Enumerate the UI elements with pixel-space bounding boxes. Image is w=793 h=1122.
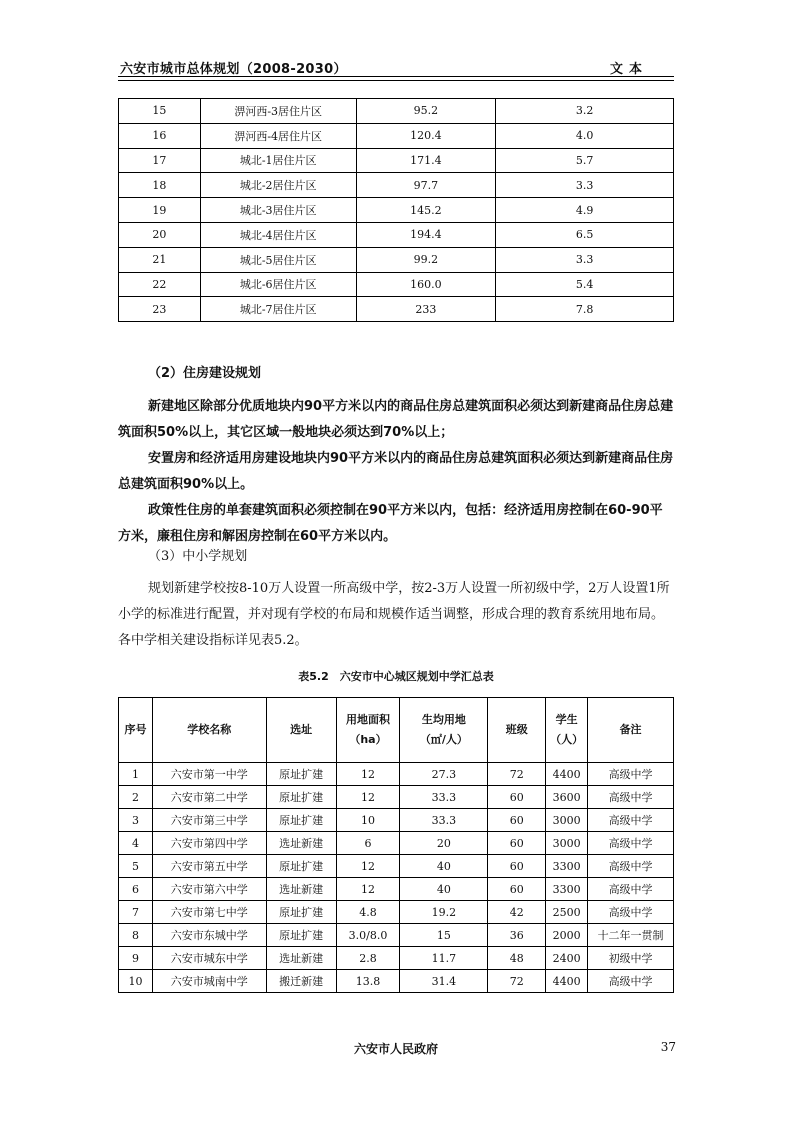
table-cell: 19.2: [400, 901, 488, 924]
col-header-students: 学生 （人）: [546, 698, 588, 763]
table-cell: 六安市第二中学: [152, 786, 266, 809]
table-cell: 3600: [546, 786, 588, 809]
schools-paragraph: 规划新建学校按8-10万人设置一所高级中学，按2-3万人设置一所初级中学，2万人设置1所小学的标准进行配置，并对现有学校的布局和规模作适当调整，形成合理的教育系统用地布局。各中学相关建设指标详见表5.2。: [118, 581, 670, 648]
table-row: [119, 832, 674, 855]
col-header-no: 序号: [119, 698, 153, 763]
table-cell: 3.0/8.0: [336, 924, 400, 947]
table-cell: 19: [119, 198, 201, 223]
table-cell: 3300: [546, 878, 588, 901]
table-cell: 六安市城东中学: [152, 947, 266, 970]
table-cell: 城北-7居住片区: [200, 297, 356, 322]
table-cell: 3.2: [496, 99, 674, 124]
table-cell: 六安市第四中学: [152, 832, 266, 855]
table-cell: 1: [119, 763, 153, 786]
table-cell: 城北-4居住片区: [200, 222, 356, 247]
table-cell: 城北-1居住片区: [200, 148, 356, 173]
table-cell: 4.8: [336, 901, 400, 924]
table-cell: 选址新建: [266, 878, 336, 901]
table-cell: 3000: [546, 809, 588, 832]
page-header: [118, 56, 674, 78]
table-cell: 13.8: [336, 970, 400, 993]
col-header-area: 用地面积 （ha）: [336, 698, 400, 763]
table-cell: 六安市东城中学: [152, 924, 266, 947]
table-cell: 2: [119, 786, 153, 809]
header-section-label: 文本: [609, 62, 648, 77]
table-row: [119, 198, 674, 223]
table-cell: 60: [488, 786, 546, 809]
table-cell: 5.4: [496, 272, 674, 297]
table-cell: 2400: [546, 947, 588, 970]
table-cell: 3.3: [496, 173, 674, 198]
table-cell: 高级中学: [588, 855, 674, 878]
header-rule-thin: [118, 80, 674, 81]
table-row: [119, 297, 674, 322]
table-cell: 5: [119, 855, 153, 878]
table-cell: 2.8: [336, 947, 400, 970]
table-cell: 10: [119, 970, 153, 993]
table-row: [119, 970, 674, 993]
table-row: [119, 123, 674, 148]
col-header-name: 学校名称: [152, 698, 266, 763]
table-cell: 40: [400, 855, 488, 878]
table-cell: 城北-5居住片区: [200, 247, 356, 272]
table-caption: 表5.2 六安市中心城区规划中学汇总表: [298, 670, 494, 683]
table-cell: 12: [336, 878, 400, 901]
table-cell: 六安市第五中学: [152, 855, 266, 878]
table-cell: 20: [119, 222, 201, 247]
table-cell: 120.4: [356, 123, 496, 148]
table-cell: 城北-3居住片区: [200, 198, 356, 223]
table-cell: 72: [488, 970, 546, 993]
schools-paragraph-block: [118, 576, 674, 654]
table-cell: 4.0: [496, 123, 674, 148]
table-row: [119, 855, 674, 878]
table-cell: 5.7: [496, 148, 674, 173]
table-cell: 初级中学: [588, 947, 674, 970]
table-cell: 60: [488, 855, 546, 878]
table-cell: 160.0: [356, 272, 496, 297]
table-cell: 72: [488, 763, 546, 786]
table-cell: 16: [119, 123, 201, 148]
table-header-row: [119, 698, 674, 763]
table-cell: 3300: [546, 855, 588, 878]
table-cell: 6.5: [496, 222, 674, 247]
table-cell: 原址扩建: [266, 809, 336, 832]
table-row: [119, 924, 674, 947]
table-cell: 7: [119, 901, 153, 924]
table-row: [119, 763, 674, 786]
table-cell: 95.2: [356, 99, 496, 124]
middle-school-table: [118, 697, 674, 993]
table-cell: 原址扩建: [266, 763, 336, 786]
table-cell: 12: [336, 855, 400, 878]
table-cell: 六安市第一中学: [152, 763, 266, 786]
table-row: [119, 173, 674, 198]
table-cell: 31.4: [400, 970, 488, 993]
table-cell: 高级中学: [588, 763, 674, 786]
table-cell: 12: [336, 786, 400, 809]
table-row: [119, 148, 674, 173]
housing-paragraph-2: 安置房和经济适用房建设地块内90平方米以内的商品住房总建筑面积必须达到新建商品住房总建筑面积90%以上。: [118, 451, 674, 492]
table-cell: 11.7: [400, 947, 488, 970]
table-cell: 六安市第三中学: [152, 809, 266, 832]
table-cell: 171.4: [356, 148, 496, 173]
table-cell: 21: [119, 247, 201, 272]
table-cell: 20: [400, 832, 488, 855]
table-cell: 6: [119, 878, 153, 901]
section-heading-housing: （2）住房建设规划: [148, 366, 262, 381]
table-row: [119, 809, 674, 832]
table-cell: 2000: [546, 924, 588, 947]
section-heading-schools: （3）中小学规划: [148, 549, 248, 564]
housing-paragraphs: [118, 394, 674, 550]
table-cell: 60: [488, 832, 546, 855]
table-cell: 33.3: [400, 786, 488, 809]
table-cell: 高级中学: [588, 786, 674, 809]
table-cell: 40: [400, 878, 488, 901]
table-row: [119, 901, 674, 924]
table-cell: 33.3: [400, 809, 488, 832]
table-cell: 145.2: [356, 198, 496, 223]
table-cell: 9: [119, 947, 153, 970]
table-cell: 7.8: [496, 297, 674, 322]
table-cell: 27.3: [400, 763, 488, 786]
page-number: 37: [660, 1040, 676, 1054]
table-row: [119, 786, 674, 809]
page-footer: [118, 1040, 674, 1060]
table-cell: 六安市第六中学: [152, 878, 266, 901]
table-cell: 原址扩建: [266, 901, 336, 924]
table-cell: 高级中学: [588, 970, 674, 993]
table-cell: 23: [119, 297, 201, 322]
table-cell: 97.7: [356, 173, 496, 198]
col-header-site: 选址: [266, 698, 336, 763]
table-cell: 4400: [546, 763, 588, 786]
table-cell: 3000: [546, 832, 588, 855]
table-cell: 18: [119, 173, 201, 198]
table-cell: 194.4: [356, 222, 496, 247]
table-cell: 17: [119, 148, 201, 173]
header-rule-thick: [118, 76, 674, 77]
table-cell: 60: [488, 809, 546, 832]
table-cell: 城北-2居住片区: [200, 173, 356, 198]
table-cell: 4: [119, 832, 153, 855]
col-header-remark: 备注: [588, 698, 674, 763]
table-cell: 8: [119, 924, 153, 947]
table-cell: 选址新建: [266, 947, 336, 970]
table-cell: 3: [119, 809, 153, 832]
housing-paragraph-3: 政策性住房的单套建筑面积必须控制在90平方米以内，包括：经济适用房控制在60-90平方米，廉租住房和解困房控制在60平方米以内。: [118, 503, 663, 544]
table-cell: 搬迁新建: [266, 970, 336, 993]
table-cell: 六安市第七中学: [152, 901, 266, 924]
table-cell: 原址扩建: [266, 786, 336, 809]
table-cell: 60: [488, 878, 546, 901]
table-cell: 15: [119, 99, 201, 124]
table-cell: 选址新建: [266, 832, 336, 855]
table-cell: 99.2: [356, 247, 496, 272]
housing-paragraph-1: 新建地区除部分优质地块内90平方米以内的商品住房总建筑面积必须达到新建商品住房总建筑面积50%以上，其它区域一般地块必须达到70%以上；: [118, 399, 674, 440]
table-cell: 15: [400, 924, 488, 947]
table-cell: 3.3: [496, 247, 674, 272]
table-cell: 10: [336, 809, 400, 832]
table-cell: 高级中学: [588, 832, 674, 855]
table-row: [119, 247, 674, 272]
table-cell: 42: [488, 901, 546, 924]
table-cell: 12: [336, 763, 400, 786]
table-cell: 高级中学: [588, 809, 674, 832]
table-row: [119, 947, 674, 970]
document-title: 六安市城市总体规划（2008-2030）: [120, 62, 347, 77]
table-cell: 高级中学: [588, 878, 674, 901]
table-cell: 4400: [546, 970, 588, 993]
table-cell: 22: [119, 272, 201, 297]
col-header-classes: 班级: [488, 698, 546, 763]
table-cell: 原址扩建: [266, 855, 336, 878]
table-cell: 原址扩建: [266, 924, 336, 947]
table-cell: 十二年一贯制: [588, 924, 674, 947]
table-row: [119, 222, 674, 247]
residential-area-table: [118, 98, 674, 322]
table-cell: 淠河西-4居住片区: [200, 123, 356, 148]
table-cell: 高级中学: [588, 901, 674, 924]
table-cell: 6: [336, 832, 400, 855]
table-row: [119, 99, 674, 124]
table-cell: 淠河西-3居住片区: [200, 99, 356, 124]
table-cell: 48: [488, 947, 546, 970]
table-cell: 城北-6居住片区: [200, 272, 356, 297]
table-cell: 2500: [546, 901, 588, 924]
footer-organization: 六安市人民政府: [353, 1042, 438, 1056]
col-header-per-student: 生均用地 （㎡/人）: [400, 698, 488, 763]
table-row: [119, 878, 674, 901]
table-row: [119, 272, 674, 297]
table-cell: 233: [356, 297, 496, 322]
table-cell: 六安市城南中学: [152, 970, 266, 993]
table-cell: 4.9: [496, 198, 674, 223]
table-cell: 36: [488, 924, 546, 947]
